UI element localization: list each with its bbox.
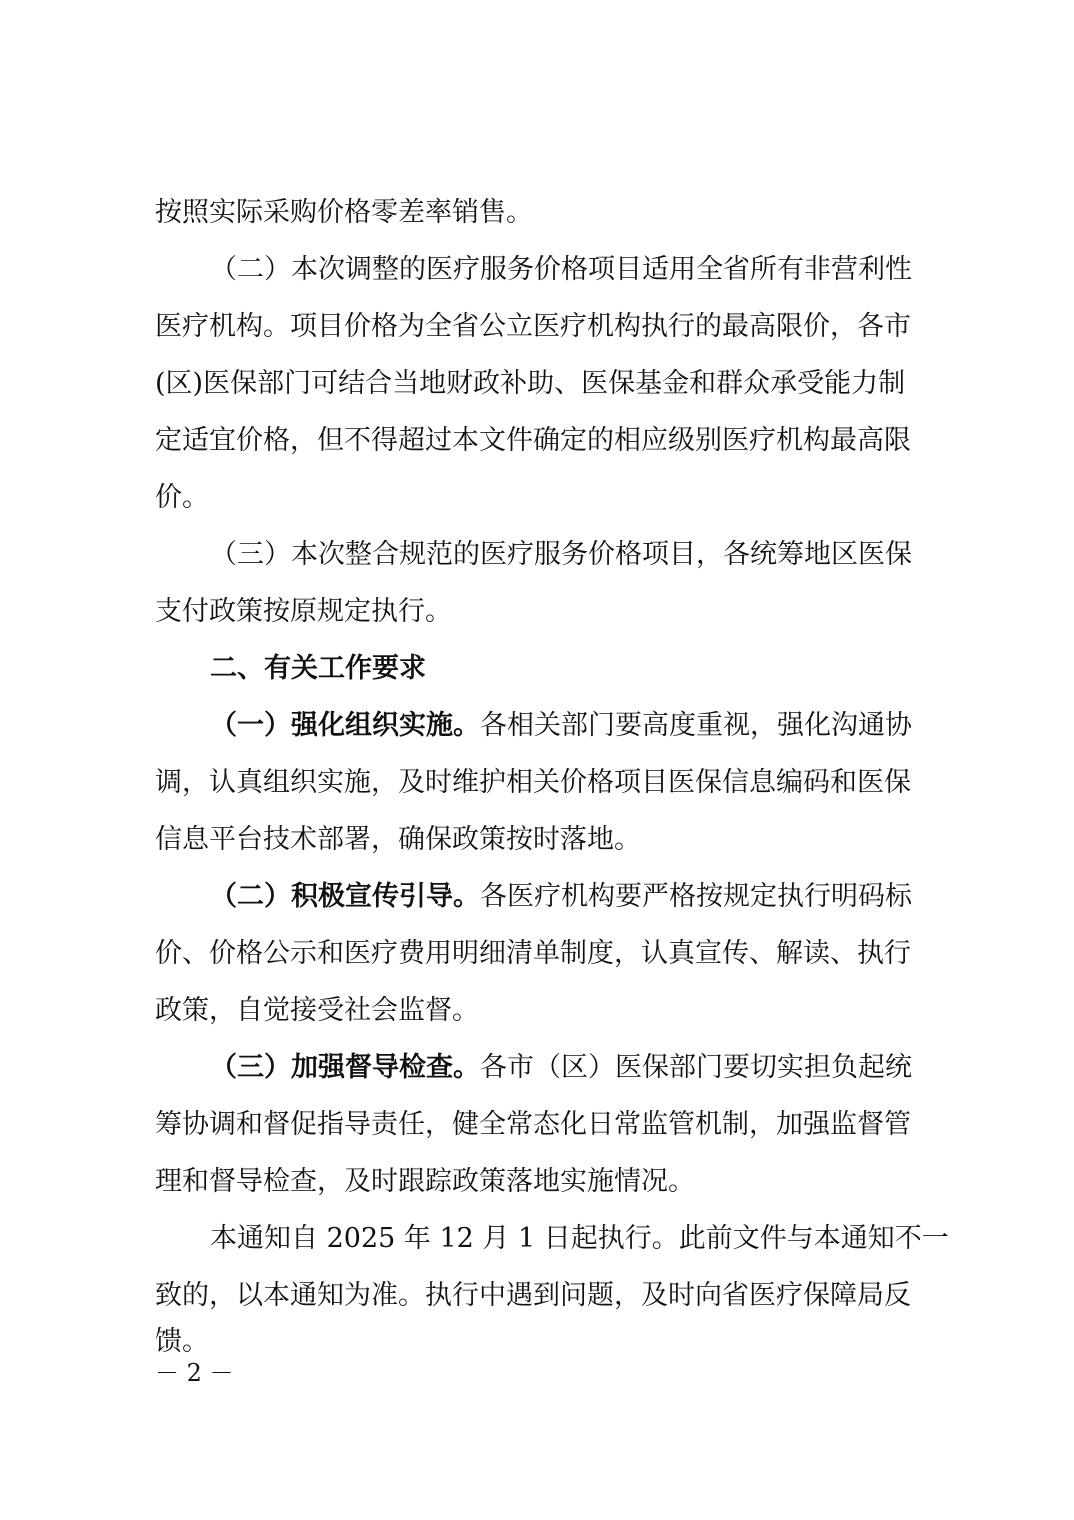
paragraph-line	[0, 364, 1074, 404]
text-line: 调，认真组织实施，及时维护相关价格项目医保信息编码和医保	[155, 767, 911, 798]
paragraph-line	[0, 1048, 1074, 1088]
section-heading-text: 二、有关工作要求	[210, 653, 426, 684]
item-text: 各市（区）医保部门要切实担负起统	[480, 1052, 912, 1083]
paragraph-line	[0, 193, 1074, 233]
paragraph-line	[0, 1276, 1074, 1316]
text-line: 定适宜价格，但不得超过本文件确定的相应级别医疗机构最高限	[155, 425, 911, 456]
text-line: 筹协调和督促指导责任，健全常态化日常监管机制，加强监督管	[155, 1109, 911, 1140]
text-line: (区)医保部门可结合当地财政补助、医保基金和群众承受能力制	[155, 368, 906, 399]
text-line: 价。	[155, 482, 209, 513]
paragraph-line	[0, 1105, 1074, 1145]
text-line: 致的，以本通知为准。执行中遇到问题，及时向省医疗保障局反	[155, 1280, 911, 1311]
paragraph-line	[0, 1162, 1074, 1202]
paragraph-line	[0, 706, 1074, 746]
paragraph-line	[0, 763, 1074, 803]
paragraph-line	[0, 934, 1074, 974]
paragraph-line	[0, 478, 1074, 518]
section-heading	[0, 649, 1074, 689]
item-title: （三）加强督导检查。	[210, 1052, 480, 1083]
text-line	[210, 1048, 912, 1088]
text-line: 价、价格公示和医疗费用明细清单制度，认真宣传、解读、执行	[155, 938, 911, 969]
text-line: 医疗机构。项目价格为全省公立医疗机构执行的最高限价，各市	[155, 311, 911, 342]
item-title: （一）强化组织实施。	[210, 710, 480, 741]
paragraph-line	[0, 592, 1074, 632]
paragraph-line	[0, 991, 1074, 1031]
text-line: （二）本次调整的医疗服务价格项目适用全省所有非营利性	[210, 254, 912, 285]
paragraph-line	[0, 307, 1074, 347]
text-line: 馈。	[155, 1326, 209, 1357]
paragraph-line	[0, 877, 1074, 917]
paragraph-line	[0, 820, 1074, 860]
text-line: 政策，自觉接受社会监督。	[155, 995, 479, 1026]
page-number: － 2 －	[155, 1359, 234, 1387]
text-line: 支付政策按原规定执行。	[155, 596, 452, 627]
text-line	[210, 877, 912, 917]
paragraph-line	[0, 1219, 1074, 1259]
paragraph-line	[0, 250, 1074, 290]
item-text: 各医疗机构要严格按规定执行明码标	[480, 881, 912, 912]
text-line: （三）本次整合规范的医疗服务价格项目，各统筹地区医保	[210, 539, 912, 570]
item-text: 各相关部门要高度重视，强化沟通协	[480, 710, 912, 741]
text-line: 本通知自 2025 年 12 月 1 日起执行。此前文件与本通知不一	[210, 1223, 949, 1254]
paragraph-line	[0, 1322, 1074, 1362]
text-line: 按照实际采购价格零差率销售。	[155, 197, 533, 228]
text-line	[210, 706, 912, 746]
text-line: 理和督导检查，及时跟踪政策落地实施情况。	[155, 1166, 695, 1197]
text-line: 信息平台技术部署，确保政策按时落地。	[155, 824, 641, 855]
item-title: （二）积极宣传引导。	[210, 881, 480, 912]
paragraph-line	[0, 421, 1074, 461]
paragraph-line	[0, 535, 1074, 575]
